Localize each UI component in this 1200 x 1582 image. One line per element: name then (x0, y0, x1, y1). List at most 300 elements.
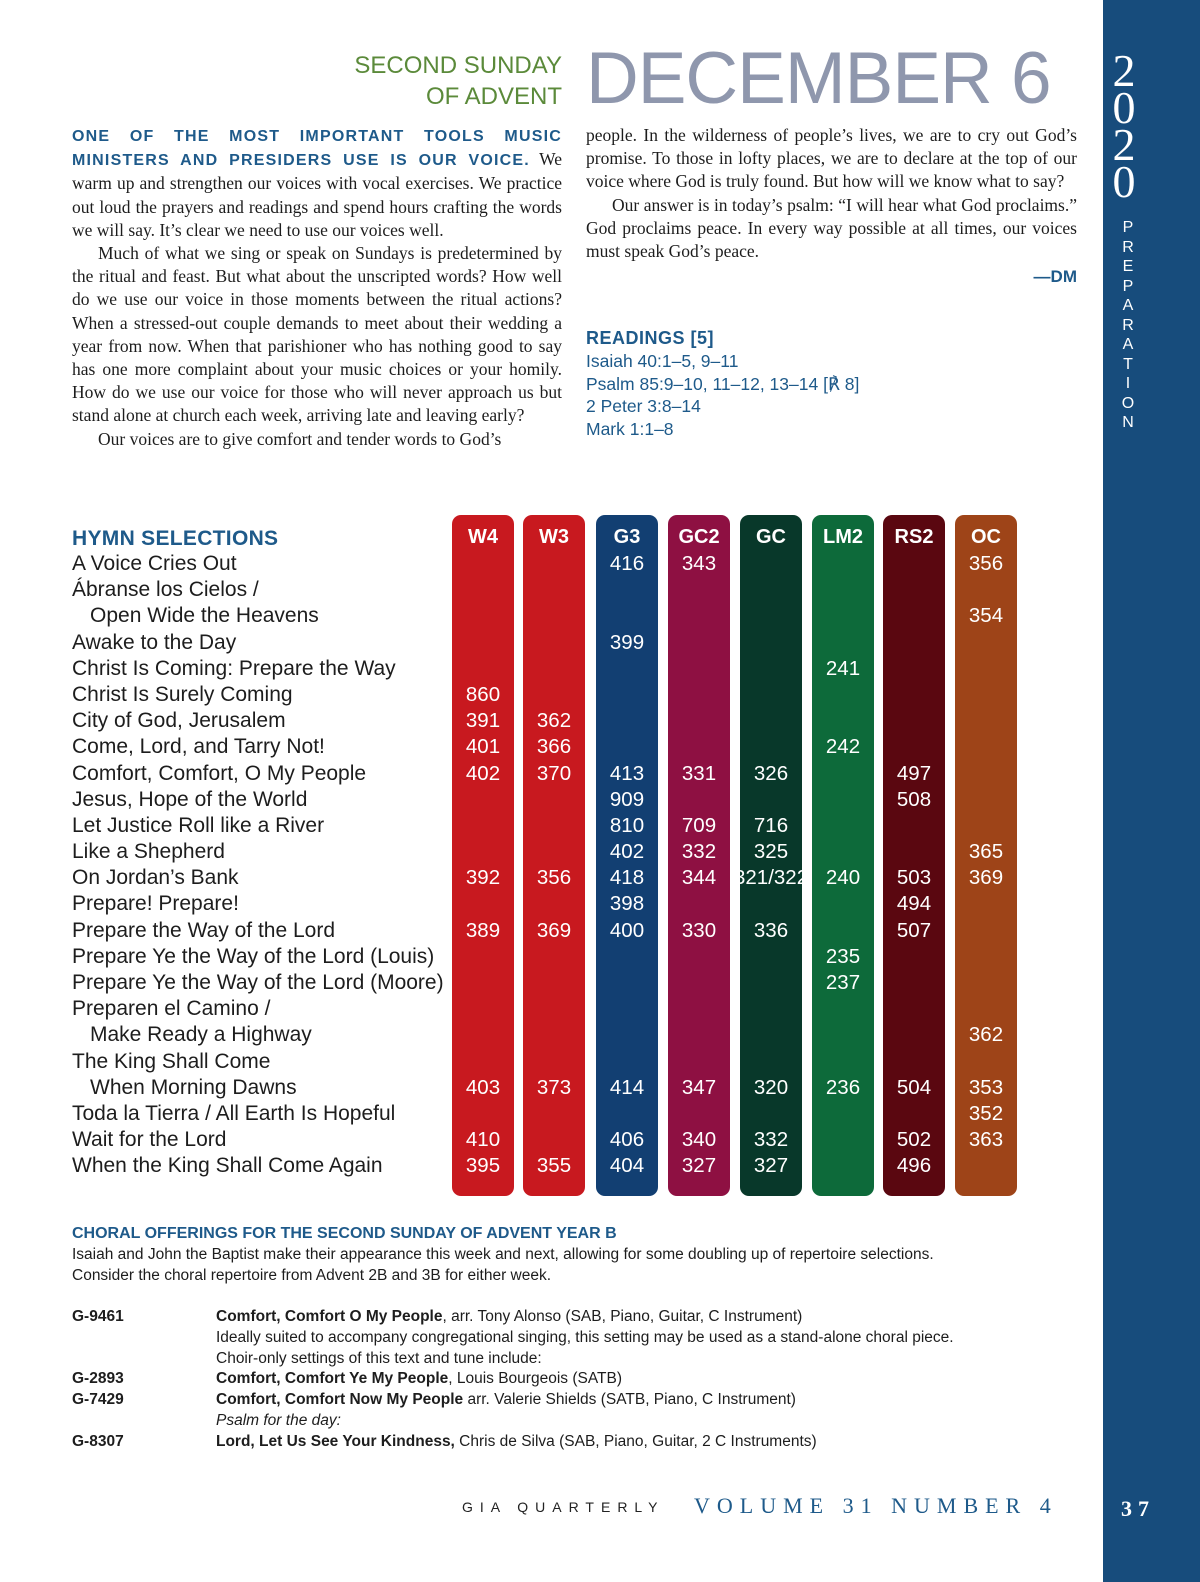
hymn-number (812, 603, 874, 629)
hymn-number (883, 551, 945, 577)
hymn-number: 909 (609, 787, 645, 811)
hymn-number (740, 656, 802, 682)
choral-note: Psalm for the day: (216, 1411, 341, 1429)
hymn-number (883, 682, 945, 708)
hymn-number (955, 734, 1017, 760)
band-label-char: I (1125, 375, 1131, 392)
hymn-number (740, 734, 802, 760)
hymn-title: On Jordan’s Bank (72, 866, 239, 890)
hymn-number: 416 (609, 552, 645, 575)
hymn-number: 235 (825, 944, 861, 968)
choral-title: Lord, Let Us See Your Kindness, (216, 1432, 455, 1450)
band-label-char: T (1123, 355, 1133, 373)
hymn-number (740, 970, 802, 996)
hymn-number (452, 787, 514, 813)
choral-code: G-7429 (72, 1391, 124, 1409)
choral-detail: , Louis Bourgeois (SATB) (448, 1370, 622, 1388)
hymn-number: 508 (896, 787, 932, 811)
hymn-number (523, 682, 585, 708)
hymn-title: When the King Shall Come Again (72, 1154, 383, 1178)
hymn-number: 320 (753, 1075, 789, 1099)
hymn-number (812, 1127, 874, 1153)
hymn-number (668, 630, 730, 656)
hymn-number: 399 (609, 630, 645, 654)
hymn-number: 369 (968, 866, 1004, 890)
sunday-title-line2: OF ADVENT (425, 83, 562, 110)
hymn-number (523, 630, 585, 656)
hymn-number (812, 891, 874, 917)
hymn-number: 391 (465, 709, 501, 733)
hymn-number: 406 (609, 1128, 645, 1152)
hymn-number (452, 891, 514, 917)
hymn-number (955, 787, 1017, 813)
hymn-number: 860 (465, 682, 501, 706)
hymn-number: 369 (536, 918, 572, 942)
readings (586, 326, 1066, 440)
hymn-number (596, 1101, 658, 1127)
hymn-number (523, 787, 585, 813)
hymn-number: 370 (536, 761, 572, 785)
hymn-number (740, 944, 802, 970)
hymn-number: 402 (609, 840, 645, 864)
hymn-number (452, 630, 514, 656)
hymnal-column-oc (955, 515, 1017, 1196)
hymn-number (452, 577, 514, 603)
hymn-number: 418 (609, 866, 645, 890)
hymn-number (883, 656, 945, 682)
hymn-number (452, 944, 514, 970)
hymn-number (740, 577, 802, 603)
hymn-selections-heading: HYMN SELECTIONS (72, 527, 279, 550)
readings-heading: READINGS [5] (586, 328, 715, 348)
band-label-char: R (1122, 316, 1134, 334)
hymn-number (668, 1101, 730, 1127)
hymn-title: Christ Is Surely Coming (72, 682, 293, 706)
article-column-right (586, 124, 1077, 288)
hymn-number: 356 (536, 866, 572, 890)
hymn-number (596, 996, 658, 1022)
hymnal-column-w4 (452, 515, 514, 1196)
hymnal-code: OC (971, 526, 1001, 548)
footer-volume: VOLUME 31 NUMBER 4 (694, 1493, 1058, 1518)
hymn-title: Ábranse los Cielos / (72, 578, 259, 602)
hymn-number (452, 603, 514, 629)
hymn-number: 362 (536, 709, 572, 733)
hymn-number: 363 (968, 1128, 1004, 1152)
choral-detail: Ideally suited to accompany congregational singing, this setting may be used as a stand-alone choral piece. (216, 1328, 954, 1346)
hymn-title: Wait for the Lord (72, 1128, 227, 1152)
hymn-number (596, 970, 658, 996)
hymn-number: 331 (681, 761, 717, 785)
band-label-char: E (1122, 258, 1134, 275)
hymnal-code: G3 (613, 526, 641, 548)
hymn-number (883, 944, 945, 970)
hymn-number (812, 813, 874, 839)
hymnal-code: RS2 (894, 526, 934, 548)
hymn-number (740, 996, 802, 1022)
hymn-number (523, 551, 585, 577)
hymn-number (740, 787, 802, 813)
hymn-number: 400 (609, 918, 645, 942)
hymn-number (812, 1049, 874, 1075)
hymn-number (452, 656, 514, 682)
hymn-number: 332 (681, 840, 717, 864)
hymn-number (740, 603, 802, 629)
hymn-number: 362 (968, 1023, 1004, 1047)
hymn-number: 402 (465, 761, 501, 785)
hymn-number (883, 1022, 945, 1048)
hymn-number (523, 656, 585, 682)
hymn-number: 352 (968, 1101, 1004, 1125)
hymn-number (523, 813, 585, 839)
hymn-number (812, 787, 874, 813)
article-paragraph-continuation: people. In the wilderness of people’s lives, we are to cry out God’s promise. To those in lofty places, we are to declare at the top of our voice where God is truly found. But how will we know what to say? (586, 125, 1077, 192)
band-label-char: A (1122, 336, 1134, 353)
side-band (1103, 0, 1200, 1582)
hymn-number: 389 (465, 918, 501, 942)
choral-item (72, 1369, 1092, 1390)
hymn-number (812, 630, 874, 656)
hymn-number (523, 970, 585, 996)
hymn-number (812, 839, 874, 865)
hymn-number: 810 (609, 813, 645, 837)
hymnal-column-w3 (523, 515, 585, 1196)
hymn-number: 398 (609, 892, 645, 916)
date-title: DECEMBER 6 (586, 38, 1051, 119)
hymn-number (883, 839, 945, 865)
hymn-number: 343 (681, 552, 717, 575)
choral-description (216, 1349, 542, 1370)
band-label-char: N (1122, 414, 1134, 431)
hymn-number (668, 944, 730, 970)
choral-item (72, 1328, 1092, 1349)
sunday-title-line1: SECOND SUNDAY (354, 52, 562, 79)
hymn-number (668, 603, 730, 629)
hymn-number: 403 (465, 1075, 501, 1099)
hymnal-column-gc2 (668, 515, 730, 1196)
hymn-number (740, 682, 802, 708)
hymn-number (523, 996, 585, 1022)
hymn-number (452, 970, 514, 996)
reading-item: Psalm 85:9–10, 11–12, 13–14 [℟ 8] (586, 373, 860, 394)
hymn-number (883, 708, 945, 734)
article-paragraph: Our answer is in today’s psalm: “I will hear what God proclaims.” God proclaims peace. In every way possible at all times, our voices must speak God’s peace. (586, 194, 1077, 262)
choral-code: G-2893 (72, 1370, 124, 1388)
hymn-number (812, 1101, 874, 1127)
hymn-number (668, 682, 730, 708)
hymn-number: 327 (681, 1154, 717, 1178)
hymn-number (596, 1049, 658, 1075)
hymn-number: 497 (896, 761, 932, 785)
hymnal-code: W4 (468, 526, 498, 548)
hymn-number (883, 970, 945, 996)
hymnal-column-lm2 (812, 515, 874, 1196)
hymn-number (883, 603, 945, 629)
hymn-number (812, 577, 874, 603)
hymn-number (452, 551, 514, 577)
band-year-char: 0 (1112, 82, 1136, 133)
hymn-number (668, 1049, 730, 1075)
page-number: 37 (1121, 1496, 1155, 1521)
choral-item (72, 1307, 1092, 1328)
hymn-title: The King Shall Come (72, 1049, 271, 1073)
band-label (1119, 218, 1137, 433)
hymn-number (955, 996, 1017, 1022)
hymn-number (596, 603, 658, 629)
hymn-title: Prepare! Prepare! (72, 892, 239, 916)
hymn-number (668, 891, 730, 917)
hymn-title: City of God, Jerusalem (72, 709, 286, 733)
choral-title: Comfort, Comfort Ye My People (216, 1370, 449, 1388)
hymn-number (883, 996, 945, 1022)
hymn-number: 496 (896, 1154, 932, 1178)
hymn-number (955, 761, 1017, 787)
choral-title: Comfort, Comfort Now My People (216, 1391, 464, 1409)
hymn-number (812, 1022, 874, 1048)
hymnal-code: W3 (539, 526, 569, 548)
hymnal-code: GC2 (678, 526, 720, 548)
hymn-number: 366 (536, 735, 572, 759)
hymn-title: Prepare Ye the Way of the Lord (Louis) (72, 944, 435, 968)
hymn-number: 709 (681, 813, 717, 837)
hymn-number (523, 603, 585, 629)
hymn-number (955, 1153, 1017, 1179)
hymn-number: 240 (825, 866, 861, 890)
hymn-number (955, 577, 1017, 603)
hymn-number (596, 656, 658, 682)
choral-description (216, 1307, 802, 1328)
choral-code: G-8307 (72, 1432, 124, 1450)
hymn-number (812, 1153, 874, 1179)
hymn-number (955, 682, 1017, 708)
hymn-number: 326 (753, 761, 789, 785)
hymn-number (883, 1101, 945, 1127)
choral-heading: CHORAL OFFERINGS FOR THE SECOND SUNDAY OF ADVENT YEAR B (72, 1225, 617, 1242)
hymn-number: 344 (681, 866, 717, 890)
hymn-number (883, 734, 945, 760)
hymn-number: 716 (753, 813, 789, 837)
choral-detail: , arr. Tony Alonso (SAB, Piano, Guitar, C Instrument) (442, 1308, 803, 1325)
hymn-number: 330 (681, 918, 717, 942)
hymn-number: 494 (896, 892, 932, 916)
hymnal-code: GC (756, 526, 786, 548)
hymn-number: 236 (825, 1075, 861, 1099)
hymn-number (523, 1101, 585, 1127)
hymn-title: Toda la Tierra / All Earth Is Hopeful (72, 1101, 396, 1125)
hymn-number (955, 891, 1017, 917)
hymn-number: 237 (825, 971, 861, 994)
hymn-number (596, 708, 658, 734)
sunday-title (300, 50, 562, 112)
hymn-number: 503 (896, 866, 932, 890)
hymn-number: 392 (465, 866, 501, 890)
hymn-number (955, 656, 1017, 682)
hymn-number: 332 (753, 1128, 789, 1152)
choral-detail: Chris de Silva (SAB, Piano, Guitar, 2 C Instruments) (454, 1432, 817, 1450)
hymn-number: 353 (968, 1075, 1004, 1099)
hymn-number (452, 1101, 514, 1127)
band-label-char: R (1122, 238, 1134, 256)
hymn-title: Prepare Ye the Way of the Lord (Moore) (72, 971, 444, 994)
article-paragraph (72, 124, 562, 242)
hymnal-column-rs2 (883, 515, 945, 1196)
hymn-number (668, 734, 730, 760)
hymn-number (668, 996, 730, 1022)
hymn-number: 404 (609, 1154, 645, 1178)
hymn-number (668, 970, 730, 996)
hymn-number (812, 918, 874, 944)
hymn-title: Like a Shepherd (72, 840, 225, 864)
article-column-left (72, 124, 562, 451)
choral-description (216, 1432, 817, 1453)
hymn-number (523, 1049, 585, 1075)
hymn-number: 340 (681, 1128, 717, 1152)
hymn-number (452, 1049, 514, 1075)
hymn-title: Come, Lord, and Tarry Not! (72, 735, 325, 759)
hymn-number (812, 761, 874, 787)
hymn-number: 242 (825, 735, 861, 759)
hymn-number (955, 708, 1017, 734)
band-year-char: 0 (1112, 156, 1136, 207)
hymn-number (668, 656, 730, 682)
hymn-number: 373 (536, 1075, 572, 1099)
choral-item (72, 1349, 1092, 1370)
hymn-number (668, 787, 730, 813)
hymn-title: Christ Is Coming: Prepare the Way (72, 656, 396, 680)
band-label-char: O (1121, 394, 1135, 412)
hymn-number (740, 1049, 802, 1075)
hymn-number: 356 (968, 552, 1004, 575)
hymn-number (955, 944, 1017, 970)
hymn-number (523, 1022, 585, 1048)
article-paragraph: Much of what we sing or speak on Sundays is predetermined by the ritual and feast. But what about the unscripted words? How well do we use our voice in those moments between the ritual actions? When a stressed-out couple demands to meet about their wedding a year from now. When that parishioner who has nothing good to say has one more complaint about your music choices or your homily. How do we use our voice for those who will never approach us but stand alone at church each week, arriving late and leaving early? (72, 243, 562, 426)
hymn-number (596, 734, 658, 760)
hymn-number (740, 551, 802, 577)
hymn-number (812, 708, 874, 734)
choral-description (216, 1390, 796, 1411)
hymn-number (955, 970, 1017, 996)
hymn-number (523, 577, 585, 603)
hymn-number (740, 1022, 802, 1048)
hymn-title-list (72, 551, 452, 1180)
hymn-number: 401 (465, 735, 501, 759)
hymn-number (740, 708, 802, 734)
reading-item: Isaiah 40:1–5, 9–11 (586, 351, 739, 371)
hymn-number (883, 813, 945, 839)
choral-detail: arr. Valerie Shields (SATB, Piano, C Instrument) (463, 1391, 796, 1409)
hymn-number (668, 577, 730, 603)
hymn-number: 241 (825, 656, 861, 680)
hymnal-code: LM2 (823, 526, 863, 548)
hymn-number: 325 (753, 840, 789, 864)
hymn-number (740, 891, 802, 917)
author-signature: —DM (1033, 267, 1077, 287)
article-p1-rest: We warm up and strengthen our voices with vocal exercises. We practice out loud the prayers and readings and spend hours crafting the words we will say. It’s clear we need to use our voices well. (72, 149, 562, 240)
hymn-number (883, 577, 945, 603)
hymn-number (883, 630, 945, 656)
hymn-number (812, 551, 874, 577)
choral-list (72, 1307, 1092, 1453)
band-year-char: 2 (1112, 119, 1136, 170)
hymn-number (523, 1127, 585, 1153)
band-year-char: 2 (1112, 45, 1136, 96)
band-label-char: A (1122, 297, 1134, 314)
band-year (1109, 45, 1139, 207)
hymn-number (596, 1022, 658, 1048)
choral-intro (72, 1244, 1092, 1286)
hymn-number (955, 630, 1017, 656)
hymn-number: 507 (896, 918, 932, 942)
hymn-number (883, 1049, 945, 1075)
hymn-number (812, 682, 874, 708)
choral-item (72, 1411, 1092, 1432)
hymn-number: 355 (536, 1154, 572, 1178)
hymn-number (955, 918, 1017, 944)
hymn-number (452, 839, 514, 865)
choral-description (216, 1411, 341, 1432)
hymn-title: A Voice Cries Out (72, 552, 237, 575)
hymnal-column-gc (734, 515, 809, 1196)
choral-code: G-9461 (72, 1308, 124, 1325)
hymnal-column-g3 (596, 515, 658, 1196)
hymn-number (740, 630, 802, 656)
hymn-number (452, 813, 514, 839)
hymn-number (596, 944, 658, 970)
hymn-number (523, 839, 585, 865)
hymn-number (452, 1022, 514, 1048)
choral-item (72, 1432, 1092, 1453)
article-lead: ONE OF THE MOST IMPORTANT TOOLS MUSIC MINISTERS AND PRESIDERS USE IS OUR VOICE. (72, 128, 562, 170)
hymn-number: 347 (681, 1075, 717, 1099)
hymn-number: 395 (465, 1154, 501, 1178)
hymn-number (523, 944, 585, 970)
hymn-title: Preparen el Camino / (72, 997, 271, 1021)
choral-description (216, 1328, 954, 1349)
hymn-title: Awake to the Day (72, 630, 237, 654)
hymn-number (596, 682, 658, 708)
hymn-title: Jesus, Hope of the World (72, 787, 308, 811)
hymn-number (596, 577, 658, 603)
hymn-title: Prepare the Way of the Lord (72, 918, 336, 942)
hymn-number: 321/322 (734, 866, 809, 890)
hymn-number: 354 (968, 604, 1004, 628)
reading-item: Mark 1:1–8 (586, 418, 674, 439)
hymn-number: 336 (753, 918, 789, 942)
hymn-number: 504 (896, 1075, 932, 1099)
choral-item (72, 1390, 1092, 1411)
hymn-title: Comfort, Comfort, O My People (72, 761, 367, 785)
choral-detail: Choir-only settings of this text and tune include: (216, 1349, 542, 1367)
hymn-number: 414 (609, 1075, 645, 1099)
hymn-title: Make Ready a Highway (90, 1023, 312, 1047)
hymn-title: When Morning Dawns (90, 1075, 297, 1099)
hymn-number: 365 (968, 840, 1004, 864)
hymn-number (955, 813, 1017, 839)
choral-intro-line: Consider the choral repertoire from Advent 2B and 3B for either week. (72, 1267, 552, 1284)
hymn-number (523, 891, 585, 917)
hymn-number (668, 1022, 730, 1048)
band-label-char: P (1122, 219, 1134, 236)
choral-intro-line: Isaiah and John the Baptist make their appearance this week and next, allowing for some doubling up of repertoire selections. (72, 1246, 934, 1263)
hymn-number (668, 708, 730, 734)
hymn-number: 327 (753, 1154, 789, 1178)
hymn-number (812, 996, 874, 1022)
hymn-number: 410 (465, 1128, 501, 1152)
band-label-char: P (1122, 277, 1134, 295)
article-paragraph-continued: Our voices are to give comfort and tender words to God’s (98, 428, 502, 449)
choral-description (216, 1369, 622, 1390)
hymn-number: 413 (609, 761, 645, 785)
